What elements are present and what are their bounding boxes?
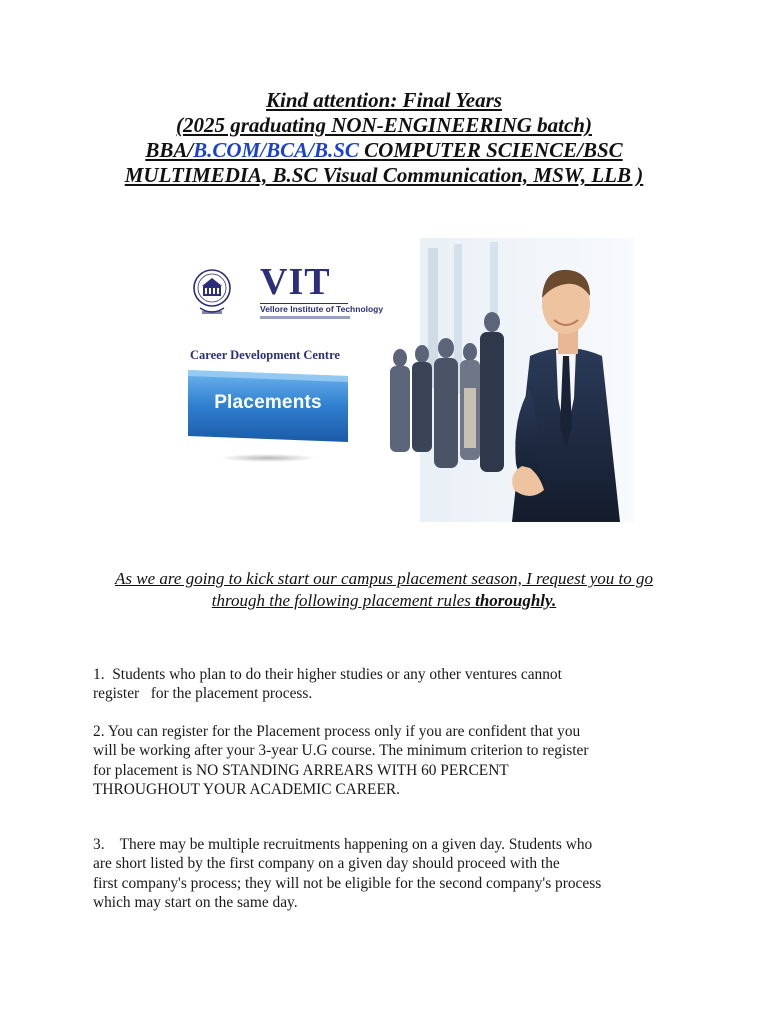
vit-wordmark: VIT — [260, 261, 331, 303]
rule-line: THROUGHOUT YOUR ACADEMIC CAREER. — [93, 780, 400, 798]
heading-suffix: COMPUTER SCIENCE/BSC — [358, 138, 623, 162]
rule-line: are short listed by the first company on a given day should proceed with the — [93, 855, 560, 873]
rule-line: which may start on the same day. — [93, 893, 298, 911]
rule-line: 3. There may be multiple recruitments happening on a given day. Students who — [93, 836, 593, 853]
rule-line: register for the placement process. — [93, 685, 313, 703]
rule-line: 2. You can register for the Placement process only if you are confident that you — [93, 723, 581, 740]
intro-paragraph — [90, 568, 678, 612]
vit-full-name: Vellore Institute of Technology — [260, 304, 384, 314]
rule-1 — [93, 665, 683, 704]
heading-line-4: MULTIMEDIA, B.SC Visual Communication, MSW, LLB ) — [124, 163, 644, 187]
intro-text: As we are going to kick start our campus placement season, I request you to go through the following placement rules — [115, 569, 653, 610]
heading-line-3 — [60, 138, 708, 163]
vit-placement-logo — [186, 258, 384, 468]
heading-line-1: Kind attention: Final Years — [266, 88, 502, 112]
intro-emphasis: thoroughly. — [475, 591, 557, 610]
heading-prefix: BBA/ — [145, 138, 194, 162]
banner-shadow — [220, 454, 316, 462]
rule-line: will be working after your 3-year U.G course. The minimum criterion to register — [93, 742, 589, 760]
university-seal-icon — [192, 264, 232, 322]
wordmark-fine-print — [260, 316, 350, 319]
heading-line-2: (2025 graduating NON-ENGINEERING batch) — [176, 113, 592, 137]
rule-line: first company's process; they will not be eligible for the second company's process — [93, 874, 602, 892]
notice-heading — [60, 88, 708, 188]
businessman-handshake-photo — [380, 238, 634, 522]
courses-link[interactable]: B.COM/BCA/B.SC — [193, 138, 359, 162]
rule-3 — [93, 835, 683, 912]
career-development-centre: Career Development Centre — [190, 348, 340, 362]
placements-label: Placements — [214, 392, 322, 413]
rule-line: 1. Students who plan to do their higher studies or any other ventures cannot — [93, 666, 562, 683]
rule-2 — [93, 722, 683, 799]
rule-line: for placement is NO STANDING ARREARS WITH 60 PERCENT — [93, 761, 509, 779]
